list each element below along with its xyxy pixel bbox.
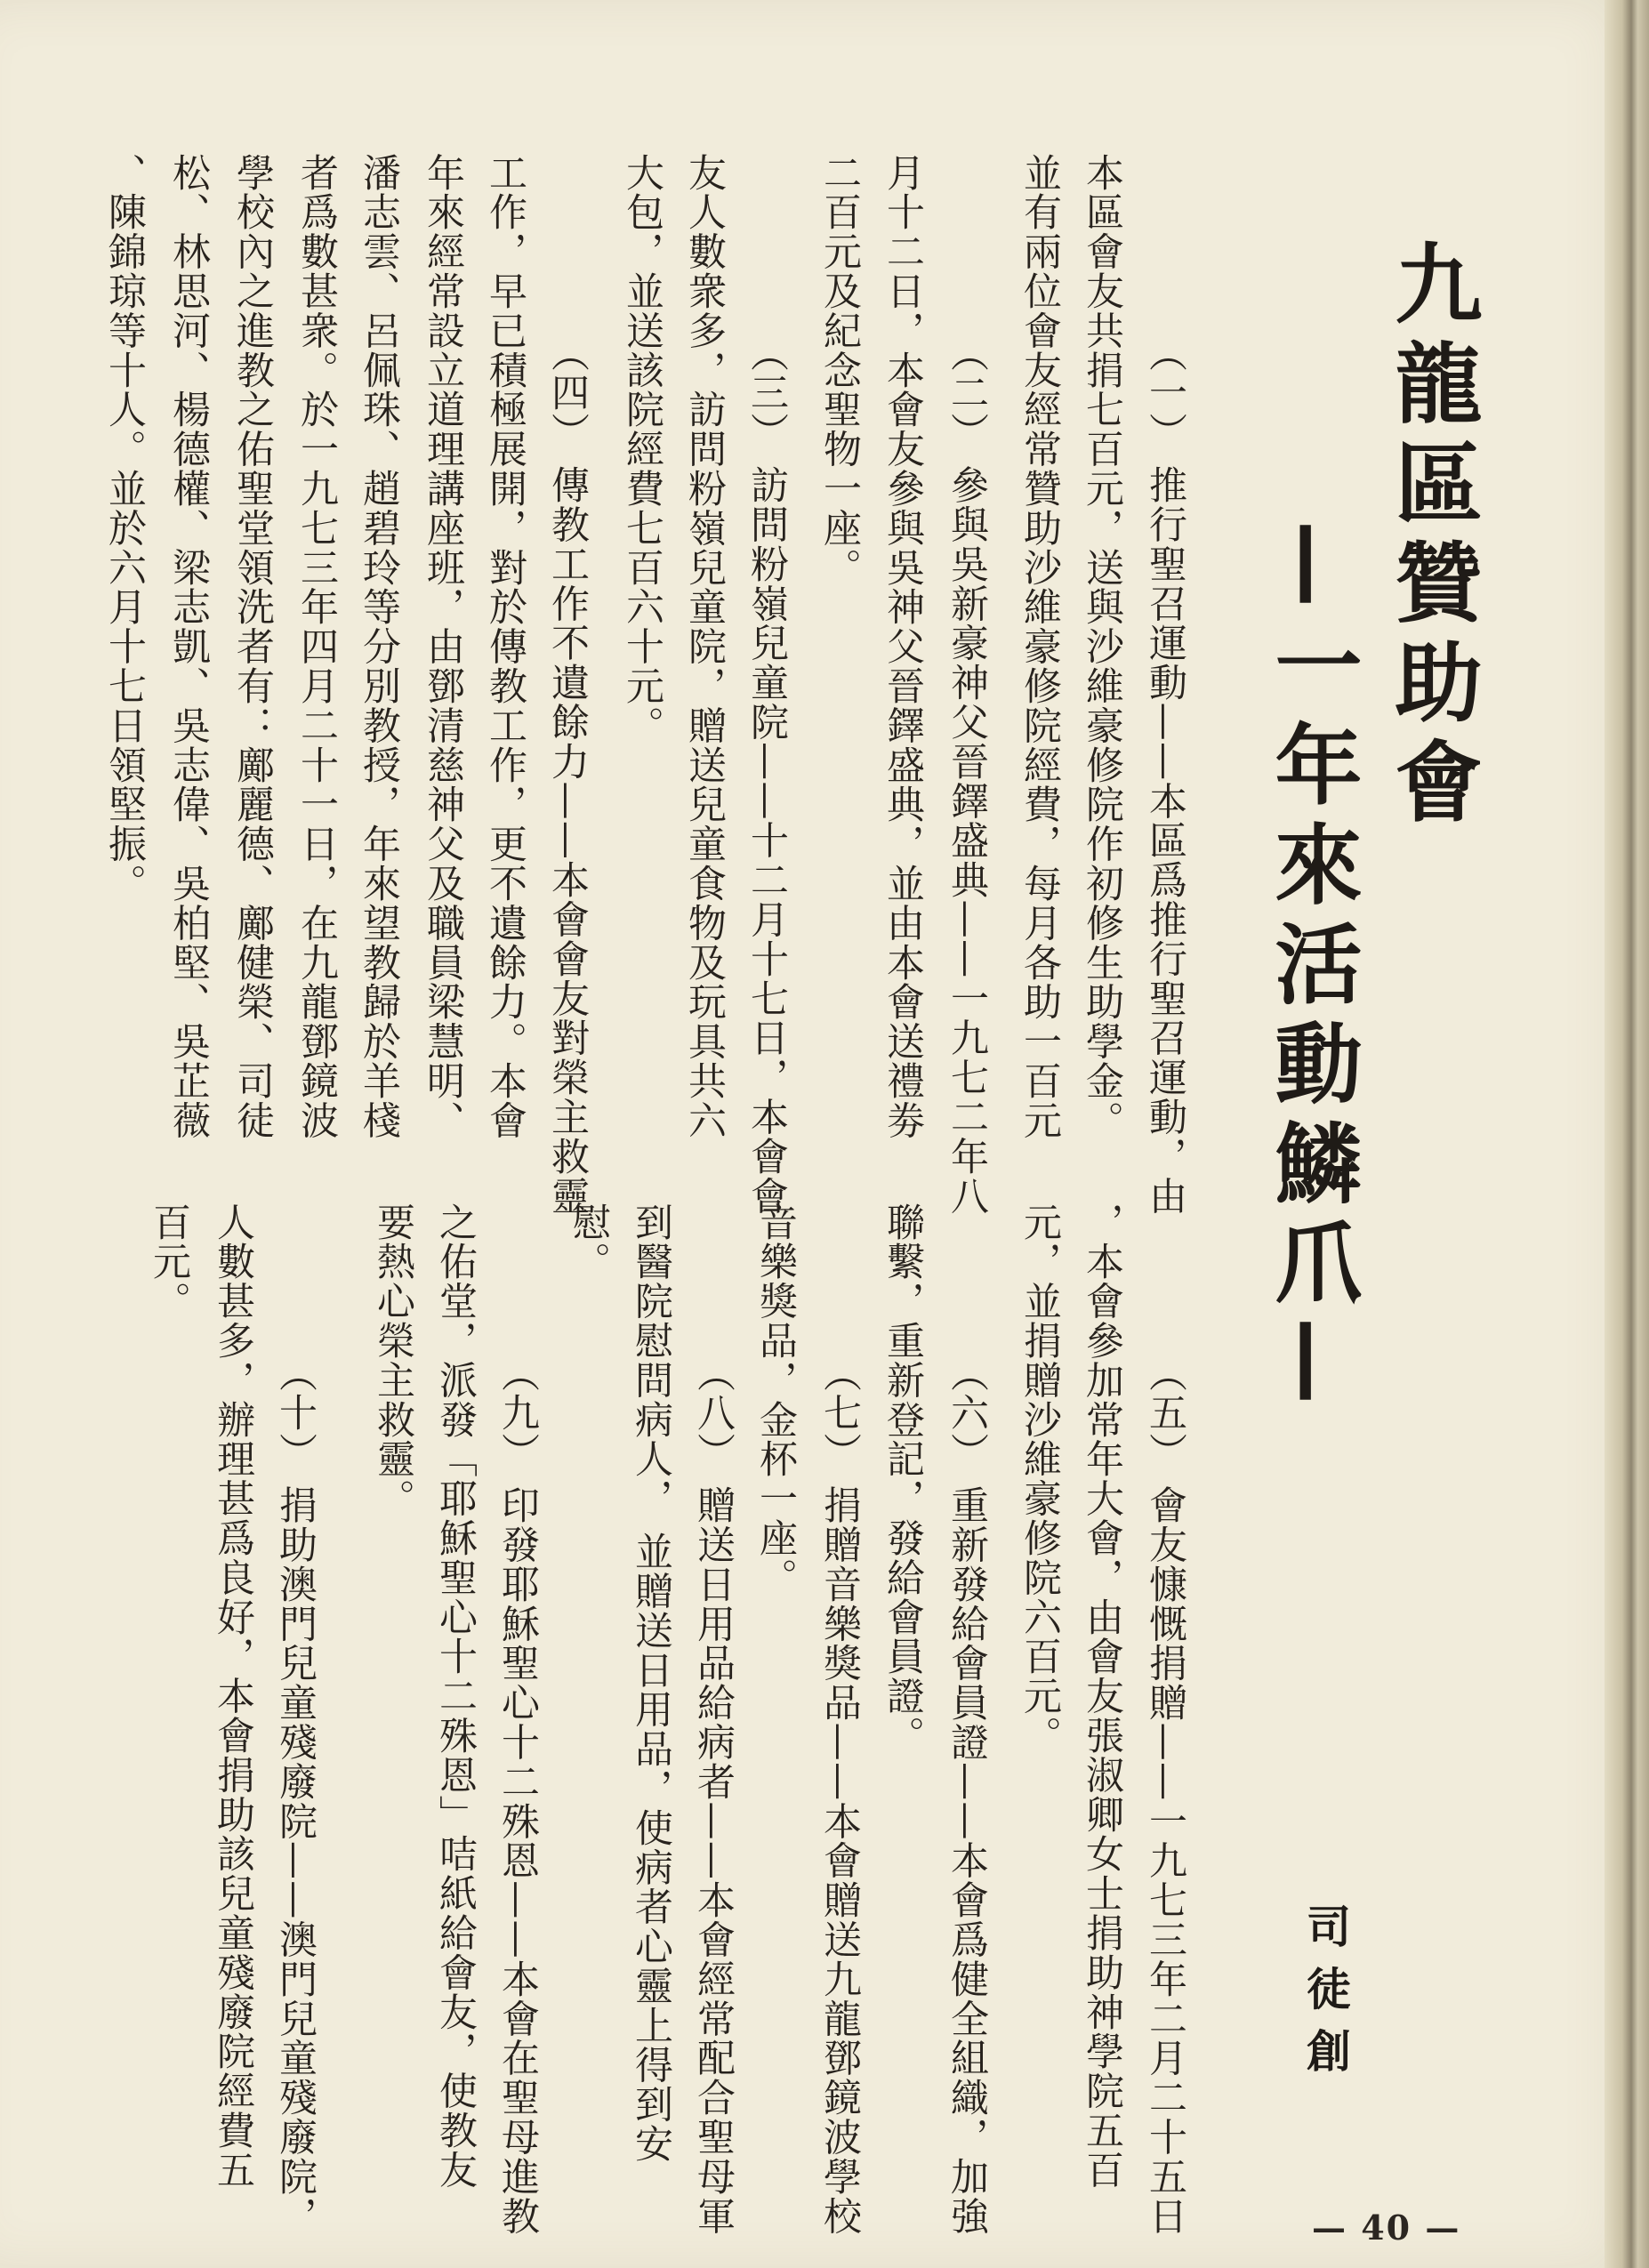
upper-text-line-4: （二） 參與吳新豪神父晉鐸盛典——一九七二年八 <box>945 334 989 1216</box>
lower-text-line-9: 到醫院慰問病人， 並贈送日用品，使病者心靈上得到安 <box>629 1202 673 2164</box>
upper-text-line-1: （一） 推行聖召運動——本區爲推行聖召運動，由 <box>1143 334 1187 1216</box>
lower-text-line-3: 元，並捐贈沙維豪修院六百元。 <box>1018 1202 1062 1756</box>
upper-text-line-8: 友人數衆多，訪問粉嶺兒童院，贈送兒童食物及玩具共六 <box>682 153 727 1140</box>
lower-text-line-14: （十） 捐助澳門兒童殘廢院——澳門兒童殘廢院， <box>273 1354 318 2236</box>
lower-text-line-16: 百元。 <box>147 1202 191 1322</box>
upper-text-line-16: 松、林思河、楊德權、梁志凱、吳志偉、吳柏堅、吳芷薇 <box>166 153 211 1140</box>
upper-text-line-9: 大包，並送該院經費七百六十元。 <box>620 153 664 745</box>
lower-text-line-15: 人數甚多，辦理甚爲良好，本會捐助該兒童殘廢院經費五 <box>211 1202 255 2190</box>
upper-text-line-15: 學校內之進教之佑聖堂領洗者有：鄺麗德、鄺健榮、司徒 <box>230 153 275 1140</box>
upper-text-line-2: 本區會友共捐七百元，送與沙維豪修院作初修生助學金。 <box>1080 153 1124 1140</box>
author-name: 司徒創 <box>1299 1903 1351 2090</box>
upper-text-line-3: 並有兩位會友經常贊助沙維豪修院經費，每月各助一百元 <box>1018 153 1062 1140</box>
lower-text-line-1: （五） 會友慷慨捐贈——一九七三年二月二十五日 <box>1143 1354 1187 2236</box>
upper-text-line-11: 工作，早已積極展開，對於傳教工作，更不遺餘力。本會 <box>483 153 527 1140</box>
lower-text-line-2: ，本會參加常年大會，由會友張淑卿女士捐助神學院五百 <box>1080 1202 1124 2190</box>
lower-text-line-13: 要熱心榮主救靈。 <box>371 1202 415 1519</box>
upper-text-line-13: 潘志雲、呂佩珠、趙碧玲等分別教授，年來望教歸於羊棧 <box>357 153 401 1140</box>
lower-text-line-7: 音樂獎品，金杯一座。 <box>753 1202 798 1597</box>
lower-text-line-12: 之佑堂，派發「耶穌聖心十二殊恩」咭紙給會友，使教友 <box>433 1202 478 2190</box>
article-subtitle: —一年來活動鱗爪— <box>1260 520 1362 1417</box>
upper-text-line-14: 者爲數甚衆。於一九七三年四月二十一日，在九龍鄧鏡波 <box>294 153 339 1140</box>
upper-text-line-6: 二百元及紀念聖物一座。 <box>817 153 862 588</box>
lower-text-line-4: （六） 重新發給會員證——本會爲健全組織，加強 <box>945 1354 989 2236</box>
article-title: 九龍區贊助會 <box>1380 238 1482 836</box>
lower-text-line-11: （九） 印發耶穌聖心十二殊恩——本會在聖母進教 <box>495 1354 540 2236</box>
lower-text-line-5: 聯繫，重新登記，發給會員證。 <box>881 1202 925 1756</box>
upper-text-line-10: （四） 傳教工作不遺餘力——本會會友對榮主救靈 <box>545 334 590 1216</box>
binding-edge <box>1605 0 1649 2268</box>
page-number: — 40 — <box>1312 2208 1461 2248</box>
upper-text-line-5: 月十二日，本會友參與吳神父晉鐸盛典，並由本會送禮劵 <box>881 153 925 1140</box>
lower-text-line-8: （八） 贈送日用品給病者——本會經常配合聖母軍 <box>691 1354 736 2236</box>
lower-text-line-6: （七） 捐贈音樂獎品——本會贈送九龍鄧鏡波學校 <box>817 1354 862 2236</box>
lower-text-line-10: 慰。 <box>567 1202 611 1282</box>
upper-text-line-17: 、陳錦琼等十人。並於六月十七日領堅振。 <box>102 153 147 904</box>
upper-text-line-12: 年來經常設立道理講座班，由鄧清慈神父及職員梁慧明、 <box>421 153 465 1140</box>
upper-text-line-7: （三） 訪問粉嶺兒童院——十二月十七日，本會會 <box>744 334 789 1216</box>
